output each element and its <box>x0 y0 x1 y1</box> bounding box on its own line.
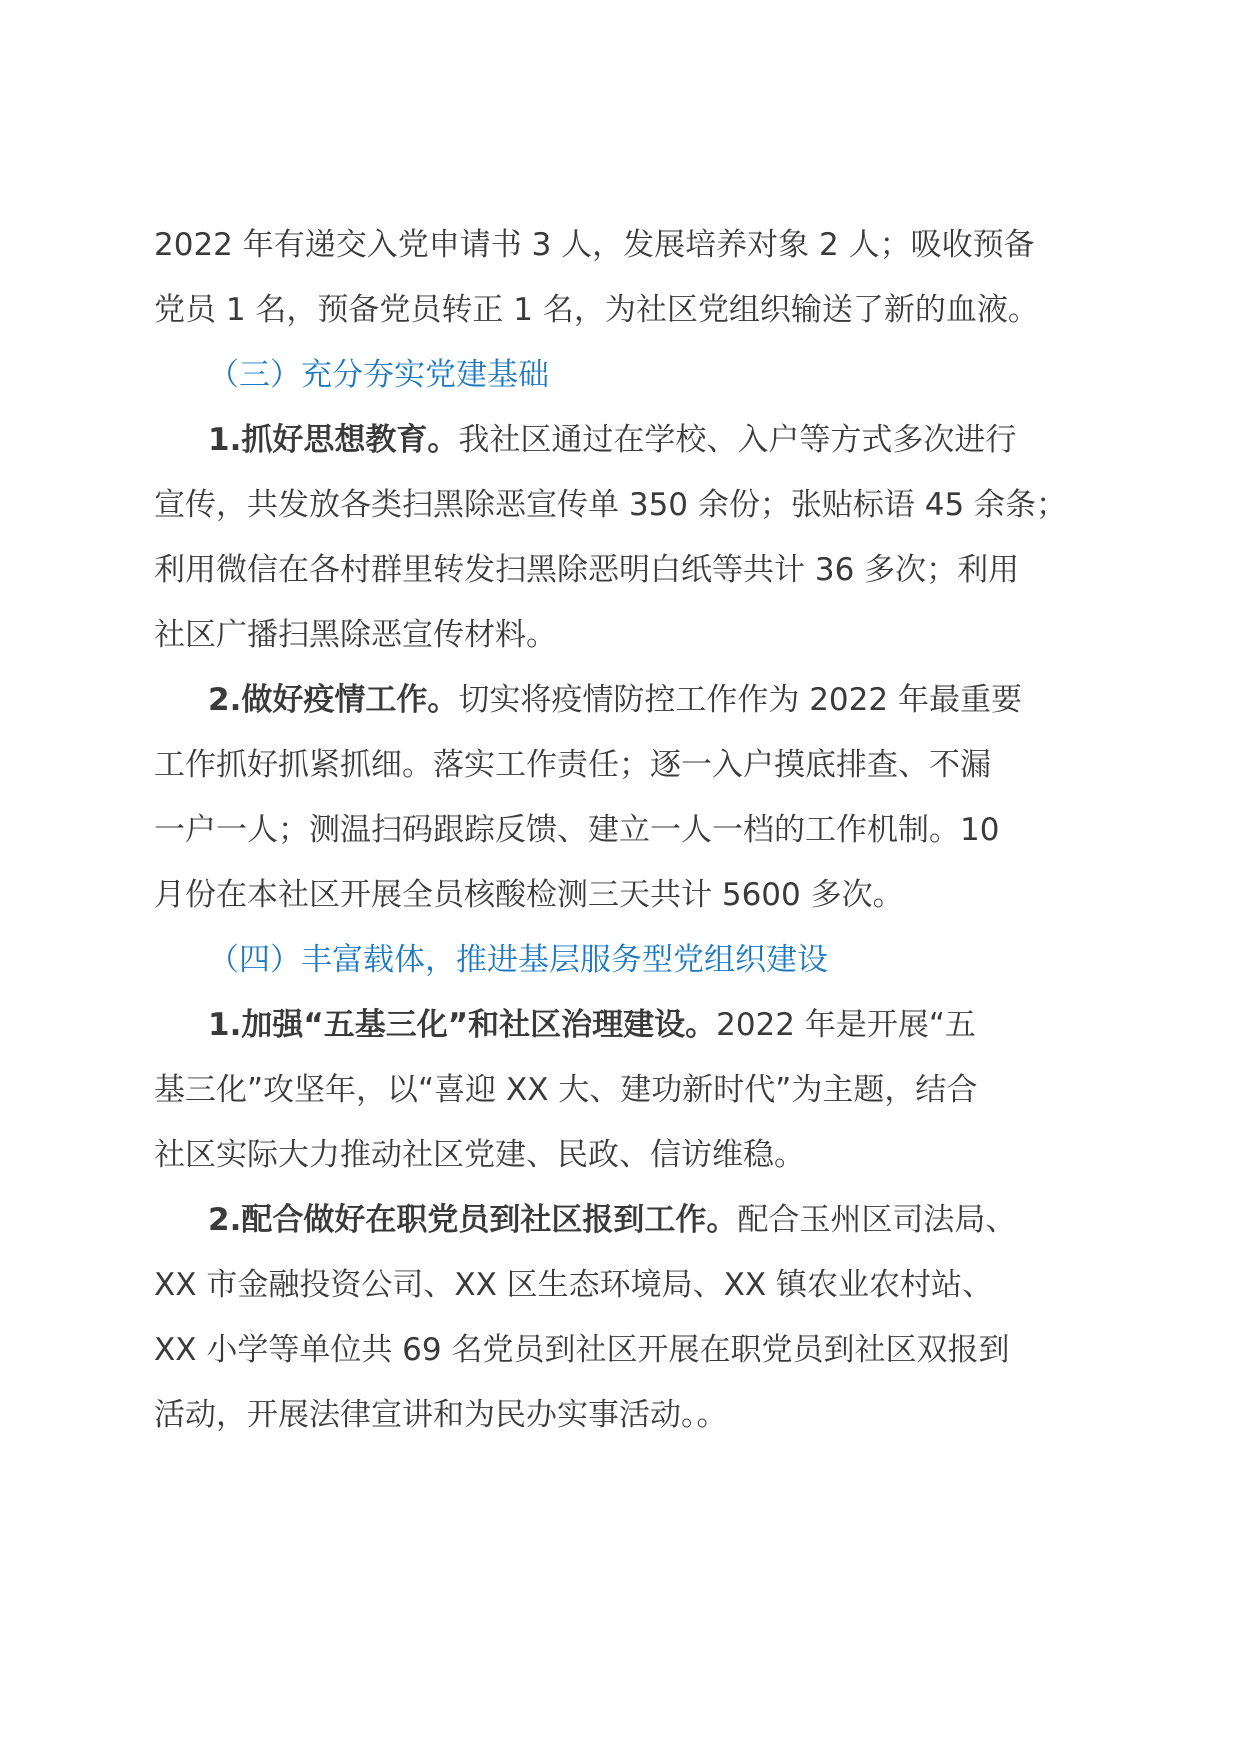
item-2-title: 2.做好疫情工作。 <box>208 682 459 718</box>
paragraph-line: 活动，开展法律宣讲和为民办实事活动。。 <box>154 1397 728 1433</box>
item-1-title: 1.抓好思想教育。 <box>208 422 459 458</box>
paragraph-line: 工作抓好抓紧抓细。落实工作责任；逐一入户摸底排查、不漏 <box>154 747 991 783</box>
item-4-title: 2.配合做好在职党员到社区报到工作。 <box>208 1202 738 1238</box>
paragraph-line: XX 小学等单位共 69 名党员到社区开展在职党员到社区双报到 <box>154 1332 1010 1368</box>
paragraph-line: 宣传，共发放各类扫黑除恶宣传单 350 余份；张贴标语 45 余条； <box>154 487 1068 523</box>
item-4-first-line <box>154 1188 1120 1253</box>
item-3-first-line <box>154 993 1120 1058</box>
paragraph-line: 社区实际大力推动社区党建、民政、信访维稳。 <box>154 1137 805 1173</box>
item-4-text: 配合玉州区司法局、 <box>737 1202 1017 1238</box>
item-1-text: 我社区通过在学校、入户等方式多次进行 <box>458 422 1017 458</box>
item-3-text: 2022 年是开展“五 <box>716 1007 976 1043</box>
paragraph-line: 一户一人；测温扫码跟踪反馈、建立一人一档的工作机制。10 <box>154 812 1000 848</box>
paragraph-line: 社区广播扫黑除恶宣传材料。 <box>154 617 557 653</box>
section-heading-3: （三）充分夯实党建基础 <box>208 357 549 393</box>
section-heading-4: （四）丰富载体，推进基层服务型党组织建设 <box>208 942 828 978</box>
item-2-text: 切实将疫情防控工作作为 2022 年最重要 <box>458 682 1022 718</box>
item-2-first-line <box>154 668 1120 733</box>
paragraph-line: XX 市金融投资公司、XX 区生态环境局、XX 镇农业农村站、 <box>154 1267 993 1303</box>
document-page <box>154 213 1120 1448</box>
paragraph-line: 利用微信在各村群里转发扫黑除恶明白纸等共计 36 多次；利用 <box>154 552 1020 588</box>
item-3-title: 1.加强“五基三化”和社区治理建设。 <box>208 1007 717 1043</box>
paragraph-line: 基三化”攻坚年，以“喜迎 XX 大、建功新时代”为主题，结合 <box>154 1072 978 1108</box>
paragraph-line: 2022 年有递交入党申请书 3 人，发展培养对象 2 人；吸收预备 <box>154 227 1035 263</box>
item-1-first-line <box>154 408 1120 473</box>
paragraph-line: 党员 1 名，预备党员转正 1 名，为社区党组织输送了新的血液。 <box>154 292 1039 328</box>
paragraph-line: 月份在本社区开展全员核酸检测三天共计 5600 多次。 <box>154 877 904 913</box>
